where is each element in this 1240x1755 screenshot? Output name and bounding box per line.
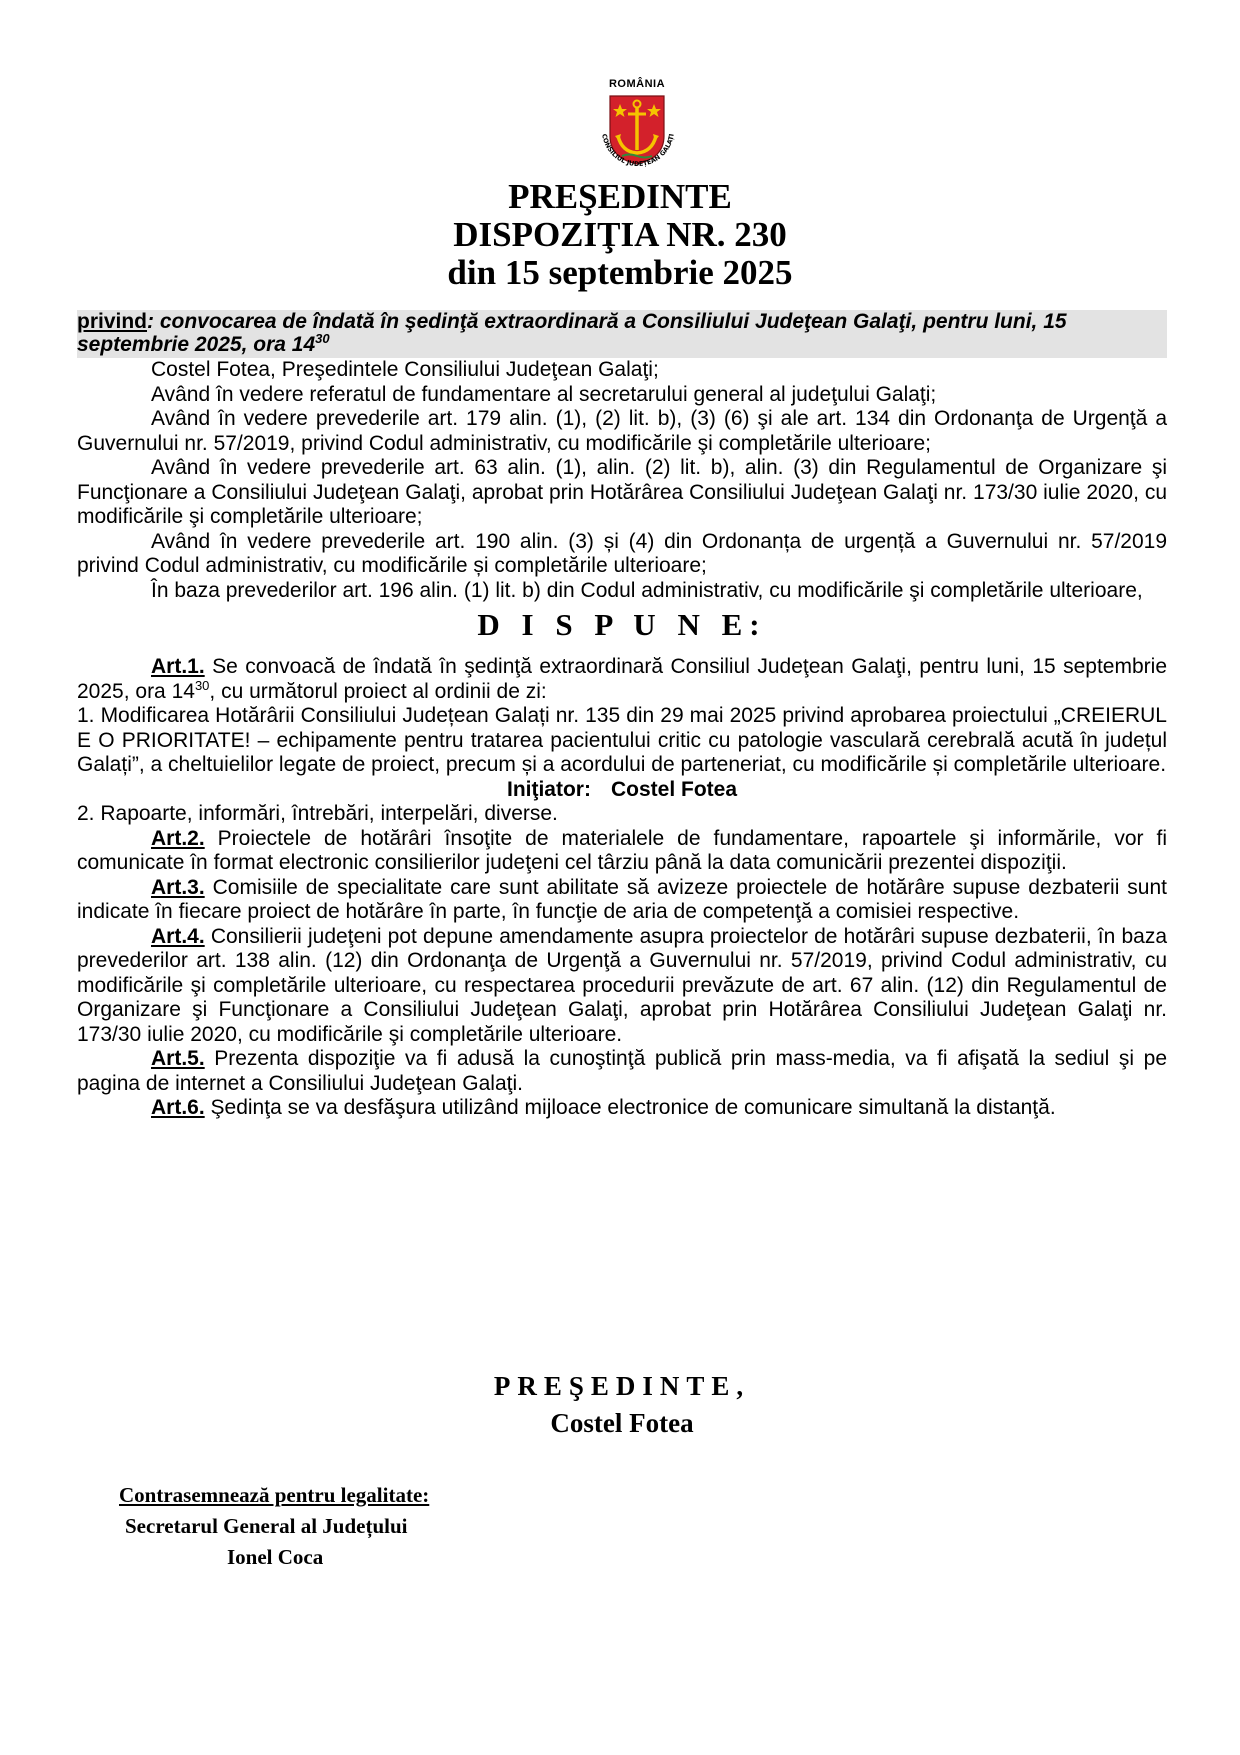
- preamble-paragraph: Având în vedere prevederile art. 179 alin. (1), (2) lit. b), (3) (6) şi ale art. 134 din Ordonanţa de Urgenţă a Guvernului nr. 57/2019, privind Codul administrativ, cu modificările şi completările ulterioare;: [77, 407, 1167, 455]
- preamble-paragraph: Având în vedere prevederile art. 63 alin. (1), alin. (2) lit. b), alin. (3) din Regulamentul de Organizare şi Funcţionare a Consiliului Judeţean Galaţi, aprobat prin Hotărârea Consiliului Judeţean Galaţi nr. 173/30 iulie 2020, cu modificările şi completările ulterioare;: [77, 456, 1167, 528]
- article-label: Art.5.: [151, 1047, 205, 1070]
- article-text: Prezenta dispoziţie va fi adusă la cunoştinţă publică prin mass-media, va fi afişată la sediul şi pe pagina de internet a Consiliului Judeţean Galaţi.: [77, 1047, 1167, 1095]
- county-coat-of-arms-icon: [588, 90, 686, 172]
- preamble-paragraph: Costel Fotea, Preşedintele Consiliului Judeţean Galaţi;: [151, 358, 659, 381]
- president-signature-block: [77, 1368, 1167, 1442]
- article-1: [77, 655, 1167, 704]
- subject-text: convocarea de îndată în şedinţă extraordinară a Consiliului Judeţean Galaţi, pentru luni, 15 septembrie 2025, ora 14: [77, 310, 1067, 356]
- article-text: Comisiile de specialitate care sunt abilitate să avizeze proiectele de hotărâre supuse dezbaterii sunt indicate în fiecare proiect de hotărâre în parte, în funcţie de aria de competenţă a comisiei respective.: [77, 875, 1167, 923]
- article-text: Proiectele de hotărâri însoţite de materialele de fundamentare, rapoartele şi informările, vor fi comunicate în format electronic consilierilor judeţeni cel târziu până la data comunicării prezentei dispoziţii.: [77, 826, 1167, 874]
- subject-label: privind: [77, 310, 148, 333]
- signature-title: PREŞEDINTE,: [493, 1371, 751, 1401]
- article-5: [77, 1047, 1167, 1096]
- initiator-label: Iniţiator:: [506, 777, 591, 801]
- article-1-text: Se convoacă de îndată în şedinţă extraordinară Consiliul Judeţean Galaţi, pentru luni, 15 septembrie 2025, ora 14: [77, 655, 1167, 703]
- document-body: [77, 358, 1167, 1121]
- preamble-paragraph: Având în vedere referatul de fundamentare al secretarului general al judeţului Galaţi;: [151, 382, 937, 406]
- subject-separator: :: [147, 310, 160, 333]
- heading-disposition-number: DISPOZIŢIA NR. 230: [453, 215, 787, 254]
- countersign-heading: Contrasemnează pentru legalitate:: [119, 1483, 430, 1507]
- article-label: Art.2.: [151, 826, 205, 850]
- article-2: [77, 827, 1167, 876]
- document-heading: [77, 178, 1163, 292]
- article-4: [77, 925, 1167, 1048]
- article-1-label: Art.1.: [151, 655, 205, 678]
- article-label: Art.4.: [151, 924, 205, 948]
- countersign-role: Secretarul General al Județului: [125, 1514, 408, 1538]
- subject-time-superscript: 30: [315, 331, 330, 346]
- subject-line: [77, 310, 1167, 358]
- countersignature-block: [119, 1480, 429, 1573]
- preamble-paragraph: Având în vedere prevederile art. 190 alin. (3) și (4) din Ordonanța de urgență a Guvernului nr. 57/2019 privind Codul administrativ, cu modificările și completările ulterioare;: [77, 529, 1167, 577]
- agenda-item-2: 2. Rapoarte, informări, întrebări, interpelări, diverse.: [77, 802, 558, 825]
- heading-date: din 15 septembrie 2025: [447, 253, 793, 292]
- crest-ring-text: CONSILIUL JUDEȚEAN GALAȚI: [600, 133, 676, 169]
- crest-country-label: ROMÂNIA: [608, 78, 666, 90]
- countersign-name: Ionel Coca: [227, 1545, 324, 1569]
- dispune-heading: D I S P U N E:: [477, 607, 767, 642]
- article-text: Şedinţa se va desfăşura utilizând mijloace electronice de comunicare simultană la distanţă.: [204, 1096, 1056, 1119]
- article-1-time-superscript: 30: [194, 677, 210, 693]
- article-label: Art.6.: [151, 1096, 205, 1119]
- preamble-paragraph: În baza prevederilor art. 196 alin. (1) lit. b) din Codul administrativ, cu modificările şi completările ulterioare,: [151, 578, 1143, 602]
- article-6: [77, 1096, 1167, 1121]
- signature-name: Costel Fotea: [550, 1408, 694, 1438]
- agenda-item-1: 1. Modificarea Hotărârii Consiliului Județean Galați nr. 135 din 29 mai 2025 privind aprobarea proiectului „CREIERUL E O PRIORITATE! – echipamente pentru tratarea pacientului critic cu patologie vasculară cerebrală acută în județul Galați”, a cheltuielilor legate de proiect, precum și a acordului de parteneriat, cu modificările și completările ulterioare.: [77, 704, 1167, 776]
- initiator-line: [77, 778, 1167, 803]
- article-text: Consilierii judeţeni pot depune amendamente asupra proiectelor de hotărâri supuse dezbaterii, în baza prevederilor art. 138 alin. (12) din Ordonanţa de Urgenţă a Guvernului nr. 57/2019, privind Codul administrativ, cu modificările şi completările ulterioare, cu respectarea procedurii prevăzute de art. 67 alin. (12) din Regulamentul de Organizare şi Funcţionare a Consiliului Judeţean Galaţi, aprobat prin Hotărârea Consiliului Judeţean Galaţi nr. 173/30 iulie 2020, cu modificările şi completările ulterioare.: [77, 924, 1167, 1046]
- heading-president: PREŞEDINTE: [508, 177, 732, 216]
- initiator-name: Costel Fotea: [610, 777, 738, 801]
- article-1-text-after: , cu următorul proiect al ordinii de zi:: [209, 679, 547, 703]
- article-label: Art.3.: [151, 875, 205, 899]
- article-3: [77, 876, 1167, 925]
